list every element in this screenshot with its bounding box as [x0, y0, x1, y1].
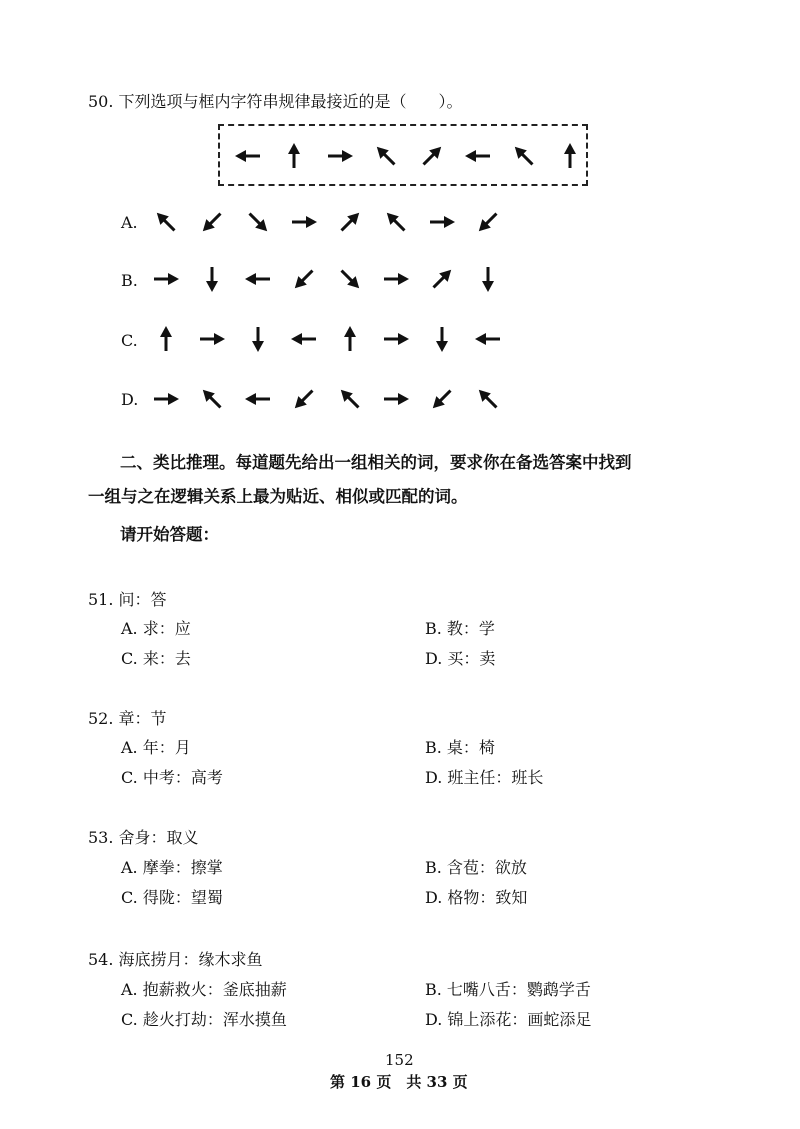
option-d-arrow-7-down-left-icon — [427, 384, 457, 414]
option-b-arrow-7-up-right-icon — [427, 264, 457, 294]
option-d-arrow-4-down-left-icon — [289, 384, 319, 414]
q52-stem: 52. 章：节 — [88, 709, 167, 728]
q52-option-d: D. 班主任：班长 — [425, 768, 544, 787]
q54-option-c: C. 趁火打劫：浑水摸鱼 — [121, 1010, 287, 1029]
option-d-arrow-5-up-left-icon — [335, 384, 365, 414]
option-b-arrow-6-right-icon — [381, 264, 411, 294]
option-a-arrow-8-down-left-icon — [473, 207, 503, 237]
option-d-arrow-6-right-icon — [381, 384, 411, 414]
option-a-arrow-2-down-left-icon — [197, 207, 227, 237]
q51-stem: 51. 问：答 — [88, 590, 167, 609]
page-info: 第 16 页 共 33 页 — [330, 1073, 468, 1091]
option-b-arrow-2-down-icon — [197, 264, 227, 294]
q52-option-b: B. 桌：椅 — [425, 738, 495, 757]
option-b-arrow-8-down-icon — [473, 264, 503, 294]
q52-option-a: A. 年：月 — [121, 738, 191, 757]
q53-option-d: D. 格物：致知 — [425, 888, 528, 907]
q53-stem: 53. 舍身：取义 — [88, 828, 199, 847]
q54-option-a: A. 抱薪救火：釜底抽薪 — [121, 980, 287, 999]
q52-option-c: C. 中考：高考 — [121, 768, 223, 787]
question-arrow-5-up-right-icon — [417, 141, 447, 171]
option-d-label: D. — [121, 390, 139, 409]
question-arrow-7-up-left-icon — [509, 141, 539, 171]
option-c-arrow-4-left-icon — [289, 324, 319, 354]
q54-option-d: D. 锦上添花：画蛇添足 — [425, 1010, 592, 1029]
option-b-arrow-5-down-right-icon — [335, 264, 365, 294]
q51-option-c: C. 来：去 — [121, 649, 191, 668]
option-a-label: A. — [121, 213, 138, 232]
q54-option-b: B. 七嘴八舌：鹦鹉学舌 — [425, 980, 591, 999]
question-arrow-6-left-icon — [463, 141, 493, 171]
option-c-arrow-2-right-icon — [197, 324, 227, 354]
option-b-arrow-3-left-icon — [243, 264, 273, 294]
page-number: 152 — [385, 1051, 414, 1069]
question-arrow-3-right-icon — [325, 141, 355, 171]
q51-option-b: B. 教：学 — [425, 619, 495, 638]
option-d-arrow-2-up-left-icon — [197, 384, 227, 414]
q53-option-a: A. 摩拳：擦掌 — [121, 858, 223, 877]
section2-start: 请开始答题： — [120, 525, 219, 544]
option-d-arrow-3-left-icon — [243, 384, 273, 414]
option-d-arrow-8-up-left-icon — [473, 384, 503, 414]
q53-option-c: C. 得陇：望蜀 — [121, 888, 223, 907]
q54-stem: 54. 海底捞月：缘木求鱼 — [88, 950, 263, 969]
option-d-arrow-1-right-icon — [151, 384, 181, 414]
option-b-arrow-4-down-left-icon — [289, 264, 319, 294]
section2-line2: 一组与之在逻辑关系上最为贴近、相似或匹配的词。 — [88, 487, 468, 506]
option-a-arrow-7-right-icon — [427, 207, 457, 237]
option-a-arrow-1-up-left-icon — [151, 207, 181, 237]
option-b-arrow-1-right-icon — [151, 264, 181, 294]
q53-option-b: B. 含苞：欲放 — [425, 858, 527, 877]
option-c-arrow-1-up-icon — [151, 324, 181, 354]
option-a-arrow-4-right-icon — [289, 207, 319, 237]
option-c-arrow-5-up-icon — [335, 324, 365, 354]
q51-option-d: D. 买：卖 — [425, 649, 496, 668]
option-c-arrow-7-down-icon — [427, 324, 457, 354]
question-arrow-8-up-icon — [555, 141, 585, 171]
section2-line1: 二、类比推理。每道题先给出一组相关的词，要求你在备选答案中找到 — [120, 453, 632, 472]
option-c-arrow-3-down-icon — [243, 324, 273, 354]
option-b-label: B. — [121, 271, 138, 290]
q50-stem: 50. 下列选项与框内字符串规律最接近的是（ ）。 — [88, 92, 463, 111]
question-arrow-4-up-left-icon — [371, 141, 401, 171]
option-a-arrow-6-up-left-icon — [381, 207, 411, 237]
question-arrow-2-up-icon — [279, 141, 309, 171]
question-arrow-1-left-icon — [233, 141, 263, 171]
option-a-arrow-5-up-right-icon — [335, 207, 365, 237]
q51-option-a: A. 求：应 — [121, 619, 191, 638]
option-c-label: C. — [121, 331, 138, 350]
option-a-arrow-3-down-right-icon — [243, 207, 273, 237]
option-c-arrow-8-left-icon — [473, 324, 503, 354]
option-c-arrow-6-right-icon — [381, 324, 411, 354]
